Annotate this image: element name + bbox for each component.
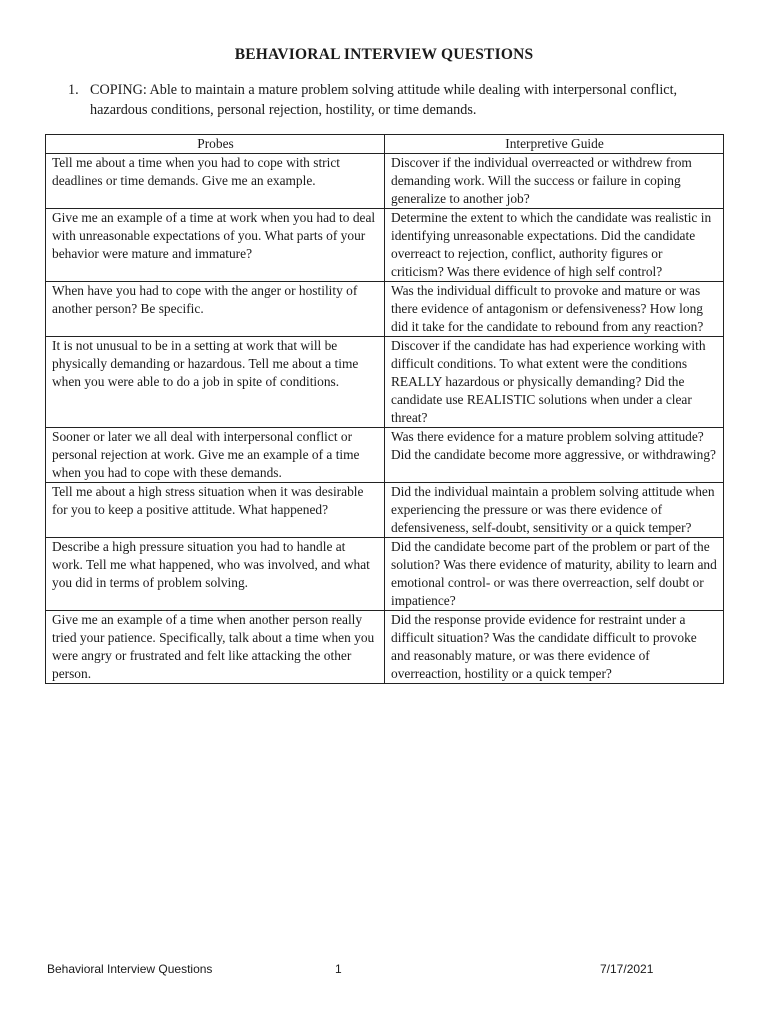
table-row [46,337,724,428]
probe-cell: Describe a high pressure situation you had to handle at work. Tell me what happened, who was involved, and what you did in terms of problem solving. [46,538,385,611]
questions-table [45,134,724,684]
probe-cell: Tell me about a time when you had to cope with strict deadlines or time demands. Give me an example. [46,154,385,209]
column-header-interpretive-guide: Interpretive Guide [385,135,724,154]
section-number: 1. [68,82,79,98]
guide-cell: Did the response provide evidence for restraint under a difficult situation? Was the candidate difficult to provoke and reasonably mature, or was there evidence of overreaction, hostility or a quick temper? [385,611,724,684]
table-row [46,611,724,684]
column-header-probes: Probes [46,135,385,154]
guide-cell: Was there evidence for a mature problem solving attitude? Did the candidate become more aggressive, or withdrawing? [385,428,724,483]
footer-page-number: 1 [335,962,342,976]
table-row [46,483,724,538]
table-header-row [46,135,724,154]
section-description: COPING: Able to maintain a mature problem solving attitude while dealing with interpersonal conflict, hazardous conditions, personal rejection, hostility, or time demands. [90,82,678,118]
guide-cell: Did the individual maintain a problem solving attitude when experiencing the pressure or was there evidence of defensiveness, self-doubt, sensitivity or a quick temper? [385,483,724,538]
probe-cell: Tell me about a high stress situation when it was desirable for you to keep a positive attitude. What happened? [46,483,385,538]
table-row [46,282,724,337]
table-row [46,428,724,483]
section-coping [68,80,728,120]
footer-date: 7/17/2021 [600,962,654,976]
guide-cell: Discover if the candidate has had experience working with difficult conditions. To what extent were the conditions REALLY hazardous or physically demanding? Did the candidate use REALISTIC solutions when under a clear threat? [385,337,724,428]
table-row [46,538,724,611]
probe-cell: It is not unusual to be in a setting at work that will be physically demanding or hazardous. Tell me about a time when you were able to do a job in spite of conditions. [46,337,385,428]
guide-cell: Did the candidate become part of the problem or part of the solution? Was there evidence of maturity, ability to learn and emotional control- or was there overreaction, self doubt or impatience? [385,538,724,611]
table-row [46,154,724,209]
guide-cell: Was the individual difficult to provoke and mature or was there evidence of antagonism or defensiveness? How long did it take for the candidate to rebound from any reaction? [385,282,724,337]
probe-cell: Give me an example of a time at work when you had to deal with unreasonable expectations of you. What parts of your behavior were mature and immature? [46,209,385,282]
probe-cell: When have you had to cope with the anger or hostility of another person? Be specific. [46,282,385,337]
table-row [46,209,724,282]
footer-document-name: Behavioral Interview Questions [47,962,213,976]
guide-cell: Discover if the individual overreacted or withdrew from demanding work. Will the success or failure in coping generalize to another job? [385,154,724,209]
probe-cell: Sooner or later we all deal with interpersonal conflict or personal rejection at work. Give me an example of a time when you had to cope with these demands. [46,428,385,483]
document-title: BEHAVIORAL INTERVIEW QUESTIONS [234,46,534,63]
guide-cell: Determine the extent to which the candidate was realistic in identifying unreasonable expectations. Did the candidate overreact to rejection, conflict, authority figures or criticism? Was there evidence of high self control? [385,209,724,282]
probe-cell: Give me an example of a time when another person really tried your patience. Specifically, talk about a time when you were angry or frustrated and felt like attacking the other person. [46,611,385,684]
